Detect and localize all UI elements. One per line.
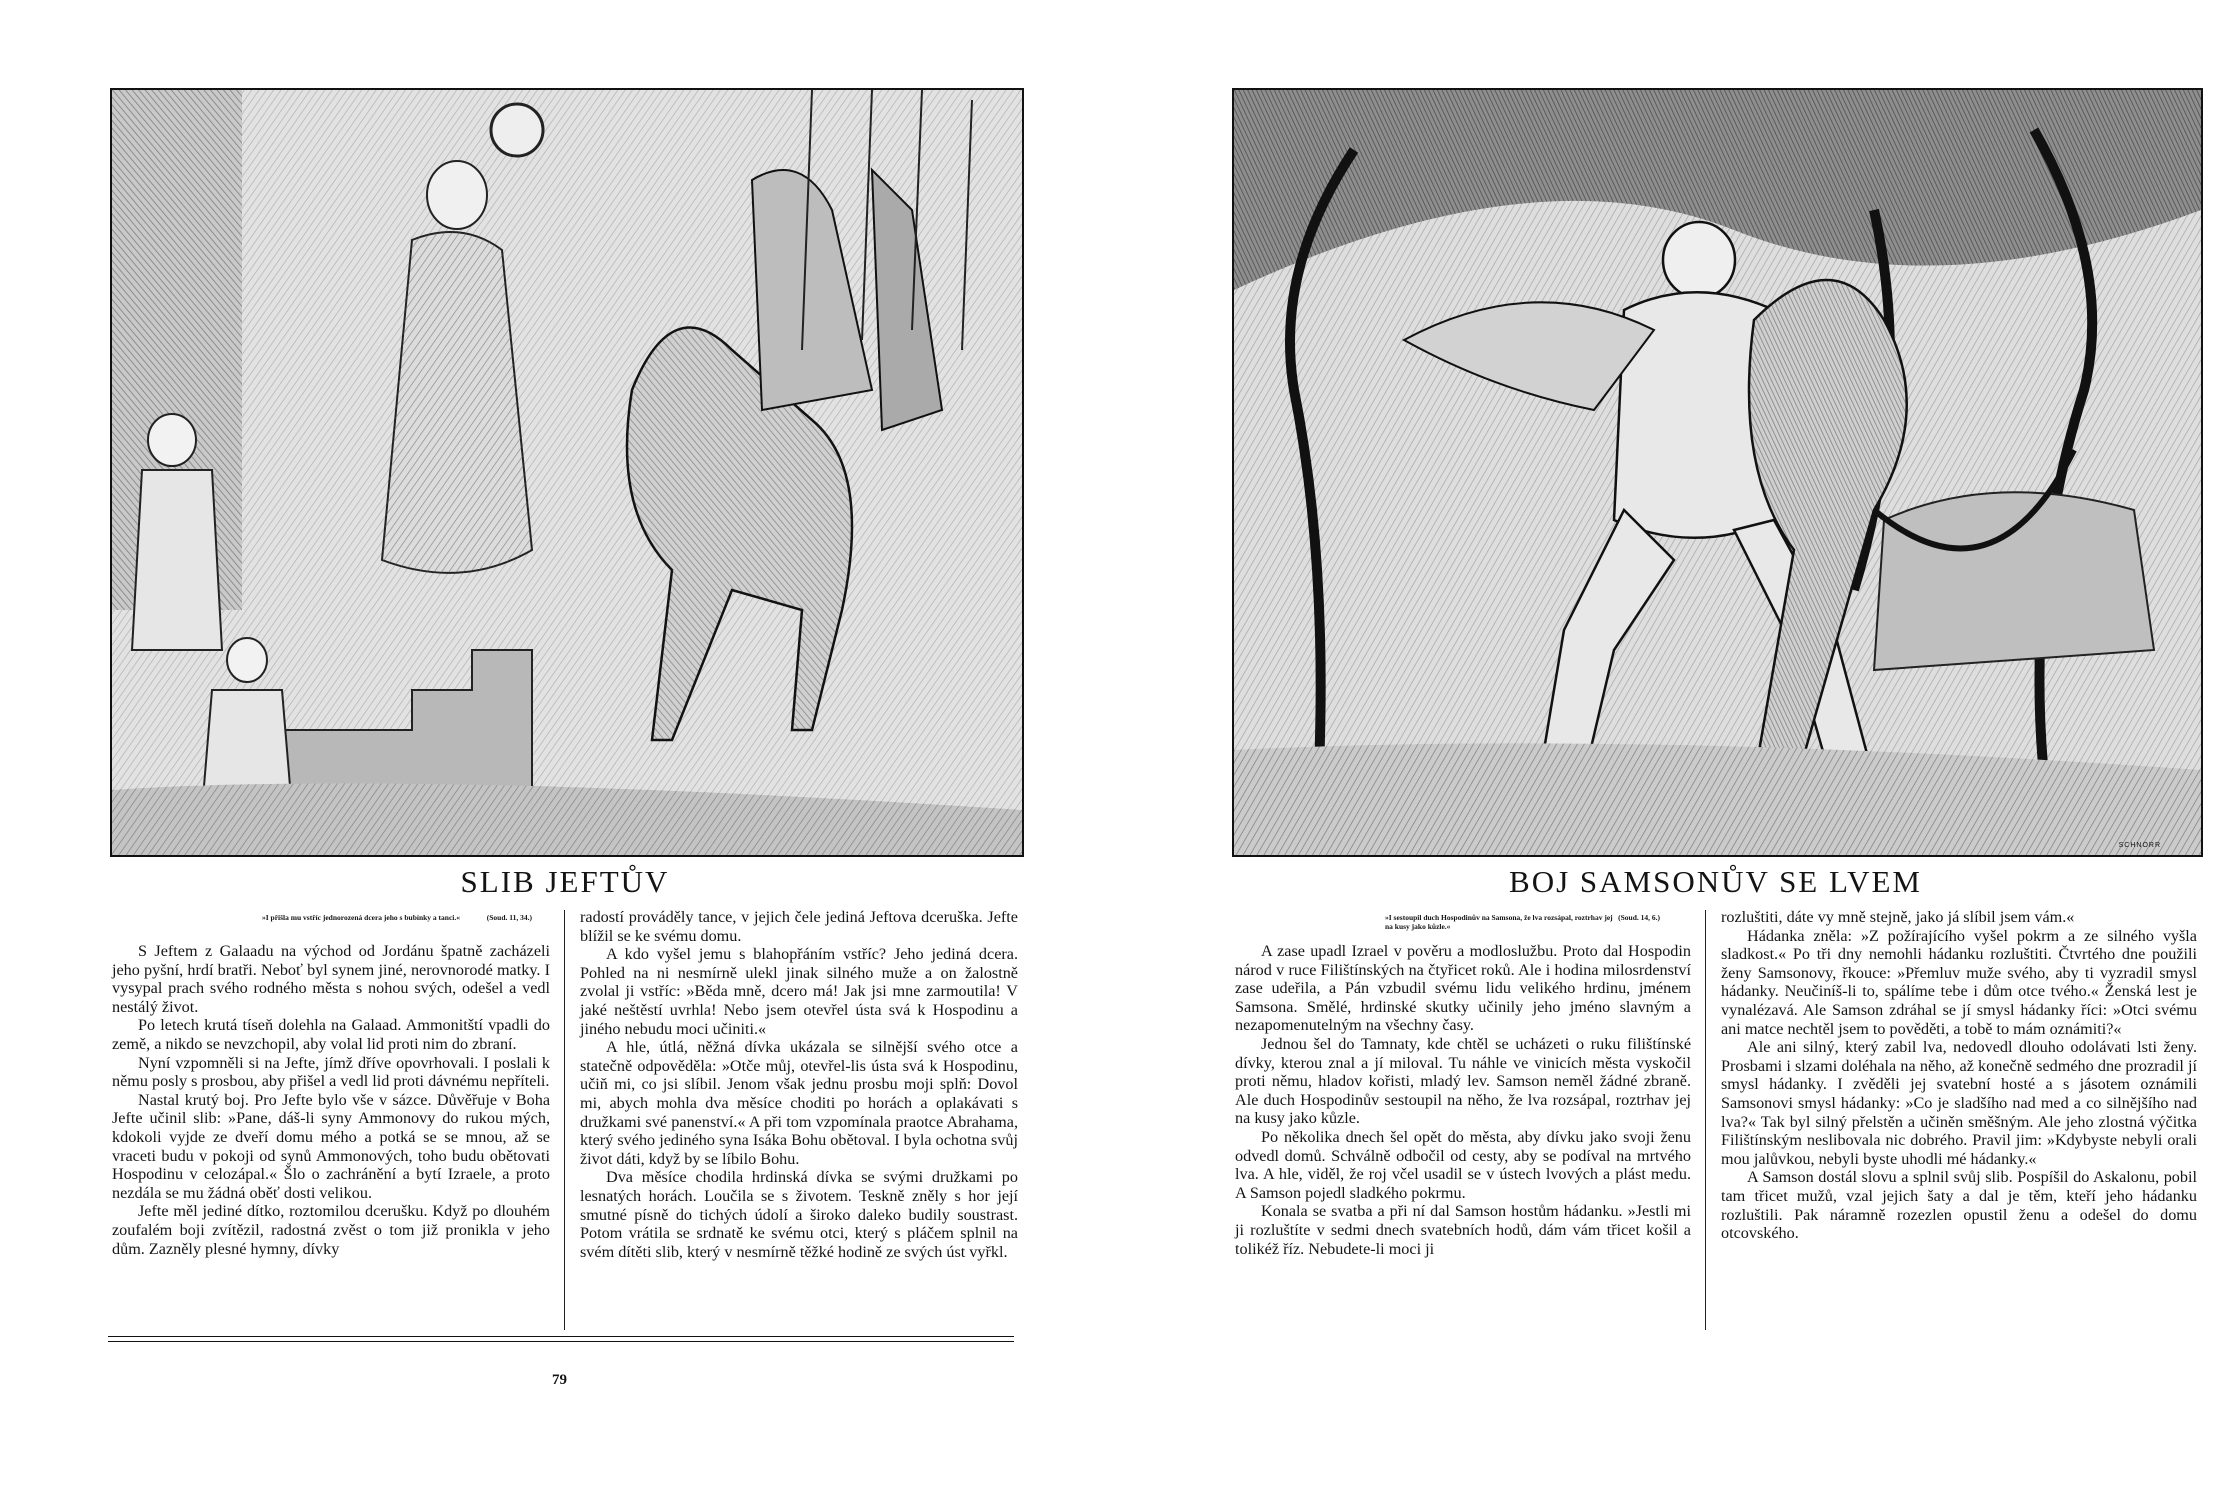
paragraph: Ale ani silný, který zabil lva, nedovedl dlouho odolávati lsti ženy. Prosbami i slzami doléhala na něho, až konečně sedmého dne prozradil jí smysl hádanky. I zvěděli jej svatební hosté a s jásotem oznámili Samsonovi smysl hádanky: »Co je sladšího nad med a co silnějšího nad lva?« Tak byl silný přelstěn a učiněn směšným. Ale jeho zlostná výčitka Filištínským neslibovala nic dobrého. Pravil jim: »Kdybyste nebyli orali mou jalůvkou, nebyli byste uhodli mé hádanky.« bbox=[1721, 1038, 2197, 1168]
paragraph: Dva měsíce chodila hrdinská dívka se svými družkami po lesnatých horách. Loučila se s životem. Teskně zněly s hor její smutné písně do tichých údolí a široko daleko budily soustrast. Potom vrátila se srdnatě ke svému otci, který s pláčem splnil na svém dítěti slib, který v nesmírně těžké hodině ze svých úst vyřkl. bbox=[580, 1168, 1018, 1261]
page-number: 79 bbox=[552, 1372, 567, 1388]
illustration-caption bbox=[262, 913, 532, 922]
paragraph: rozluštiti, dáte vy mně stejně, jako já slíbil jsem vám.« bbox=[1721, 908, 2075, 926]
text-column-1 bbox=[1235, 942, 1691, 1258]
caption-ref: (Soud. 11, 34.) bbox=[486, 913, 532, 922]
column-divider bbox=[1705, 910, 1706, 1330]
paragraph: Jefte měl jediné dítko, roztomilou dcerušku. Když po dlouhém zoufalém boji zvítězil, radostná zvěst o tom již pronikla v jeho dům. Zazněly plesné hymny, dívky bbox=[112, 1202, 550, 1258]
paragraph: A kdo vyšel jemu s blahopřáním vstříc? Jeho jediná dcera. Pohled na ni nesmírně ulekl jinak silného muže a on žalostně zvolal ji vstříc: »Běda mně, dcero má! Jak jsi mne zarmoutila! V jaké neštěstí uvrhla! Nebo jsem otevřel ústa svá k Hospodinu a jiného nebudu moci učiniti.« bbox=[580, 945, 1018, 1038]
artist-signature: SCHNORR bbox=[2118, 842, 2161, 849]
right-page bbox=[1115, 0, 2215, 1500]
text-column-1 bbox=[112, 942, 550, 1258]
page-title-jephthah: SLIB JEFTŮV bbox=[460, 864, 670, 899]
column-divider bbox=[564, 910, 565, 1330]
left-page bbox=[0, 0, 1100, 1500]
paragraph: Hádanka zněla: »Z požírajícího vyšel pokrm a ze silného vyšla sladkost.« Po tři dny nemohli hádanku rozluštiti. Čtvrtého dne použili ženy Samsonovy, řkouce: »Přemluv muže svého, aby ti vyzradil smysl hádanky. Neučiníš-li to, spálíme tebe i dům otce tvého.« Ženská lest je vynalézavá. Ale Samson zdráhal se jí smysl hádanky říci: »Otci svému ani matce nechtěl jsem to pověděti, a tobě to mám oznámiti?« bbox=[1721, 926, 2197, 1038]
paragraph: S Jeftem z Galaadu na východ od Jordánu špatně zacházeli jeho pyšní, hrdí bratři. Neboť byl synem jiné, nerovnorodé matky. I vysypal prach svého rodného města s nohou svých, odešel a vedl nestálý život. bbox=[112, 942, 550, 1016]
caption-ref: (Soud. 14, 6.) bbox=[1618, 913, 1660, 922]
bottom-rule-1 bbox=[108, 1336, 1014, 1337]
paragraph: A zase upadl Izrael v pověru a modloslužbu. Proto dal Hospodin národ v ruce Filištínských na čtyřicet roků. Ale i hodina milosrdenství zase udeřila, a Pán vzbudil svému lidu velikého hrdinu, jménem Samsona. Smělé, hrdinské skutky učinily jeho jméno slavným a nezapomenutelným na všechny časy. bbox=[1235, 942, 1691, 1035]
bottom-rule-2 bbox=[108, 1341, 1014, 1342]
paragraph: A Samson dostál slovu a splnil svůj slib. Pospíšil do Askalonu, pobil tam třicet mužů, vzal jejich šaty a dal je těm, kteří jeho hádanku rozluštili. Pak náramně rozezlen opustil ženu a odešel do domu otcovského. bbox=[1721, 1168, 2197, 1243]
paragraph: Nastal krutý boj. Pro Jefte bylo vše v sázce. Důvěřuje v Boha Jefte učinil slib: »Pane, dáš-li syny Ammonovy do rukou mých, kdokoli vyjde ze dveří domu mého a potká se se mnou, až se vraceti budu v pokoji od synů Ammonových, toho budu obětovati Hospodinu v celozápal.« Šlo o zachránění a bytí Izraele, a proto nezdála se mu žádná oběť dosti velikou. bbox=[112, 1090, 550, 1202]
paragraph: Konala se svatba a při ní dal Samson hostům hádanku. »Jestli mi ji rozluštíte v sedmi dnech svatebních hodů, dám vám třicet košil a tolikéž říz. Nebudete-li moci ji bbox=[1235, 1202, 1691, 1258]
engraving-jephthah bbox=[112, 90, 1022, 855]
caption-text: »I sestoupil duch Hospodinův na Samsona, že lva rozsápal, roztrhav jej na kusy jako kůzle.« bbox=[1385, 913, 1613, 931]
paragraph: Po letech krutá tíseň dolehla na Galaad. Ammonitští vpadli do země, a nikdo se nevzchopil, aby volal lid proti nim do zbraní. bbox=[112, 1016, 550, 1053]
text-column-2 bbox=[1721, 908, 2197, 1243]
paragraph: A hle, útlá, něžná dívka ukázala se silnější svého otce a statečně odpověděla: »Otče můj, otevřel-lis ústa svá k Hospodinu, učiň mi, co jsi slíbil. Jenom však jednu prosbu moji splň: Dovol mi, abych mohla dva měsíce choditi po horách a oplakávati s družkami své panenství.« A při tom vzpomínala praotce Abrahama, který svého jediného syna Isáka Bohu obětoval. I byla ochotna svůj život dáti, když by se líbilo Bohu. bbox=[580, 1038, 1018, 1168]
caption-text: »I přišla mu vstříc jednorozená dcera jeho s bubínky a tanci.« bbox=[262, 913, 460, 922]
paragraph: radostí prováděly tance, v jejich čele jediná Jeftova dceruška. Jefte blížil se ke svému domu. bbox=[580, 908, 1018, 945]
samson-illustration bbox=[1232, 88, 2203, 857]
text-column-2 bbox=[580, 908, 1018, 1261]
illustration-caption bbox=[1385, 913, 1660, 931]
paragraph: Nyní vzpomněli si na Jefte, jímž dříve opovrhovali. I poslali k němu posly s prosbou, aby přišel a vedl lid proti dávnému nepříteli. bbox=[112, 1053, 550, 1091]
page-title-samson: BOJ SAMSONŮV SE LVEM bbox=[1509, 864, 1922, 899]
paragraph: Po několika dnech šel opět do města, aby dívku jako svoji ženu odvedl domů. Schválně odbočil od cesty, aby se podíval na mrtvého lva. A hle, viděl, že roj včel usadil se v ústech lvových a plást medu. A Samson pojedl sladkého pokrmu. bbox=[1235, 1127, 1691, 1202]
jephthah-illustration bbox=[110, 88, 1024, 857]
paragraph: Jednou šel do Tamnaty, kde chtěl se ucházeti o ruku filištínské dívky, kterou znal a jí miloval. Tu náhle ve vinicích města vyskočil proti němu, hladov kořisti, mladý lev. Samson neměl žádné zbraně. Ale duch Hospodinův sestoupil na něho, že lva rozsápal, roztrhav jej na kusy jako kůzle. bbox=[1235, 1034, 1691, 1128]
engraving-samson bbox=[1234, 90, 2201, 855]
